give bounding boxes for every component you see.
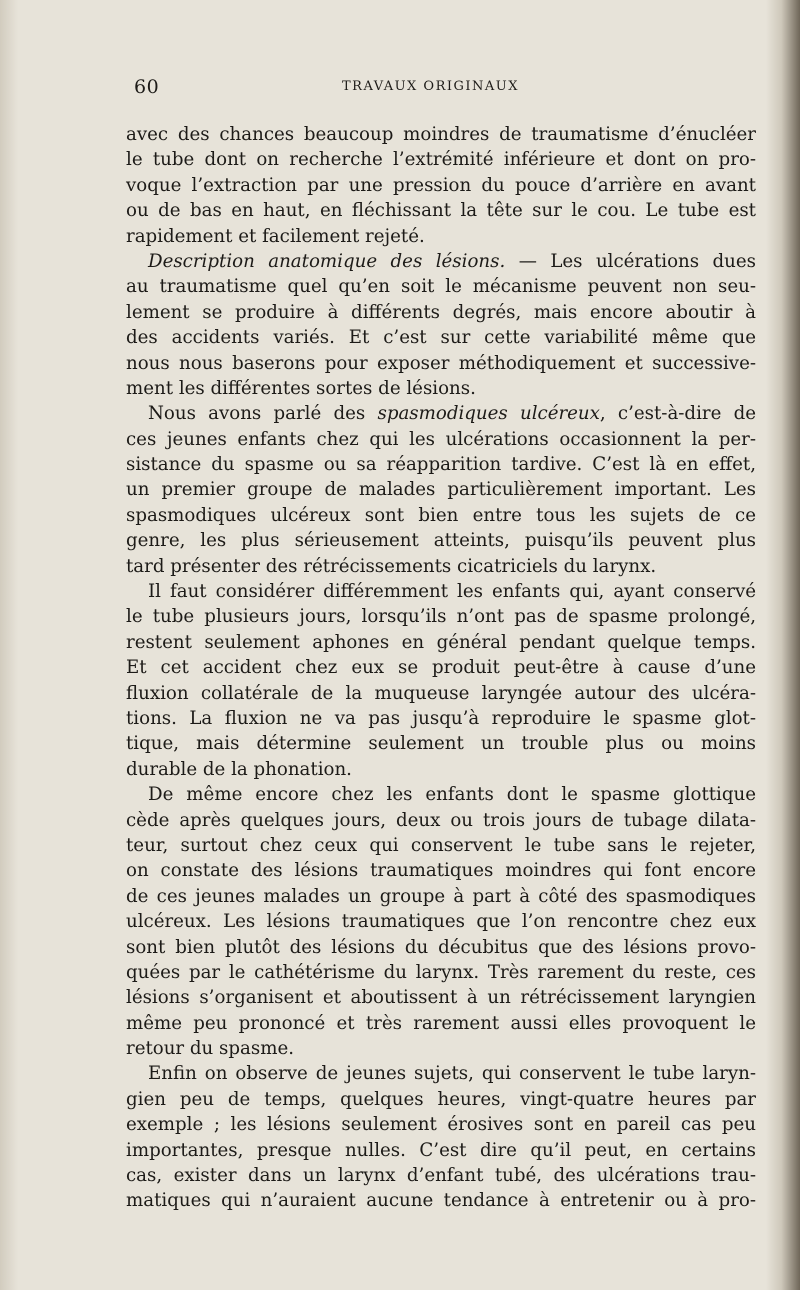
body-text <box>126 122 756 1214</box>
text-line: des accidents variés. Et c’est sur cette variabilité même que <box>126 327 756 349</box>
text-line: voque l’extraction par une pression du pouce d’arrière en avant <box>126 174 756 196</box>
section-heading-rest: — Les ulcérations dues <box>505 250 756 272</box>
text-line: sistance du spasme ou sa réapparition tardive. C’est là en effet, <box>126 454 756 476</box>
text-line: retour du spasme. <box>126 1038 294 1060</box>
text-line: lésions s’organisent et aboutissent à un rétrécissement laryngien <box>126 987 756 1009</box>
paragraph-start-line: Il faut considérer différemment les enfants qui, ayant conservé <box>148 581 756 603</box>
text-line: durable de la phonation. <box>126 758 352 780</box>
text-line: ces jeunes enfants chez qui les ulcérations occasionnent la per- <box>126 428 756 450</box>
paragraph-start-line: De même encore chez les enfants dont le spasme glottique <box>148 784 756 806</box>
text-line: lement se produire à différents degrés, mais encore aboutir à <box>126 301 756 323</box>
section-heading-line <box>126 249 756 274</box>
term-lead-in: Nous avons parlé des <box>148 403 378 425</box>
paragraph-start-line: Enfin on observe de jeunes sujets, qui conservent le tube laryn- <box>148 1063 756 1085</box>
text-line: tard présenter des rétrécissements cicatriciels du larynx. <box>126 555 657 577</box>
text-line: restent seulement aphones en général pendant quelque temps. <box>126 631 756 653</box>
italic-term: spasmodiques ulcéreux <box>377 403 600 425</box>
page-header <box>124 76 764 106</box>
text-line: on constate des lésions traumatiques moindres qui font encore <box>126 860 756 882</box>
text-line: avec des chances beaucoup moindres de traumatisme d’énucléer <box>126 124 756 145</box>
text-line: ou de bas en haut, en fléchissant la tête sur le cou. Le tube est <box>126 200 756 222</box>
text-line: un premier groupe de malades particulièrement important. Les <box>126 479 756 501</box>
text-line: tions. La fluxion ne va pas jusqu’à reproduire le spasme glot- <box>126 707 756 729</box>
page-gutter-shadow <box>0 0 18 1290</box>
text-line: importantes, presque nulles. C’est dire qu’il peut, en certains <box>126 1139 756 1161</box>
text-line: spasmodiques ulcéreux sont bien entre tous les sujets de ce <box>126 504 756 526</box>
text-line: genre, les plus sérieusement atteints, puisqu’ils peuvent plus <box>126 530 756 552</box>
text-line: de ces jeunes malades un groupe à part à côté des spasmodiques <box>126 885 756 907</box>
text-line: fluxion collatérale de la muqueuse laryngée autour des ulcéra- <box>126 682 756 704</box>
text-line: tique, mais détermine seulement un trouble plus ou moins <box>126 733 756 755</box>
text-line: teur, surtout chez ceux qui conservent le tube sans le rejeter, <box>126 834 756 856</box>
text-line: ment les différentes sortes de lésions. <box>126 377 476 399</box>
page-number: 60 <box>134 76 160 98</box>
page-edge-shadow <box>766 0 800 1290</box>
text-line: sont bien plutôt des lésions du décubitus que des lésions provo- <box>126 936 756 958</box>
text-line: Et cet accident chez eux se produit peut-être à cause d’une <box>126 657 756 679</box>
section-heading: Description anatomique des lésions. <box>148 250 506 272</box>
text-line: nous nous baserons pour exposer méthodiquement et successive- <box>126 352 756 374</box>
text-line: le tube plusieurs jours, lorsqu’ils n’ont pas de spasme prolongé, <box>126 606 756 628</box>
text-line: quées par le cathétérisme du larynx. Très rarement du reste, ces <box>126 961 756 983</box>
text-line: gien peu de temps, quelques heures, vingt-quatre heures par <box>126 1088 756 1110</box>
text-line: rapidement et facilement rejeté. <box>126 225 425 247</box>
text-line: cas, exister dans un larynx d’enfant tubé, des ulcérations trau- <box>126 1165 756 1187</box>
paragraph-start-line <box>126 401 756 426</box>
text-line: cède après quelques jours, deux ou trois jours de tubage dilata- <box>126 809 756 831</box>
text-line: au traumatisme quel qu’en soit le mécanisme peuvent non seu- <box>126 276 756 298</box>
term-follow: , c’est-à-dire de <box>599 403 756 425</box>
text-line: le tube dont on recherche l’extrémité inférieure et dont on pro- <box>126 149 756 171</box>
text-line: même peu prononcé et très rarement aussi elles provoquent le <box>126 1012 756 1034</box>
text-line: exemple ; les lésions seulement érosives sont en pareil cas peu <box>126 1114 756 1136</box>
text-line: matiques qui n’auraient aucune tendance à entretenir ou à pro- <box>126 1190 756 1212</box>
running-head: TRAVAUX ORIGINAUX <box>342 79 520 94</box>
text-line: ulcéreux. Les lésions traumatiques que l’on rencontre chez eux <box>126 911 756 933</box>
